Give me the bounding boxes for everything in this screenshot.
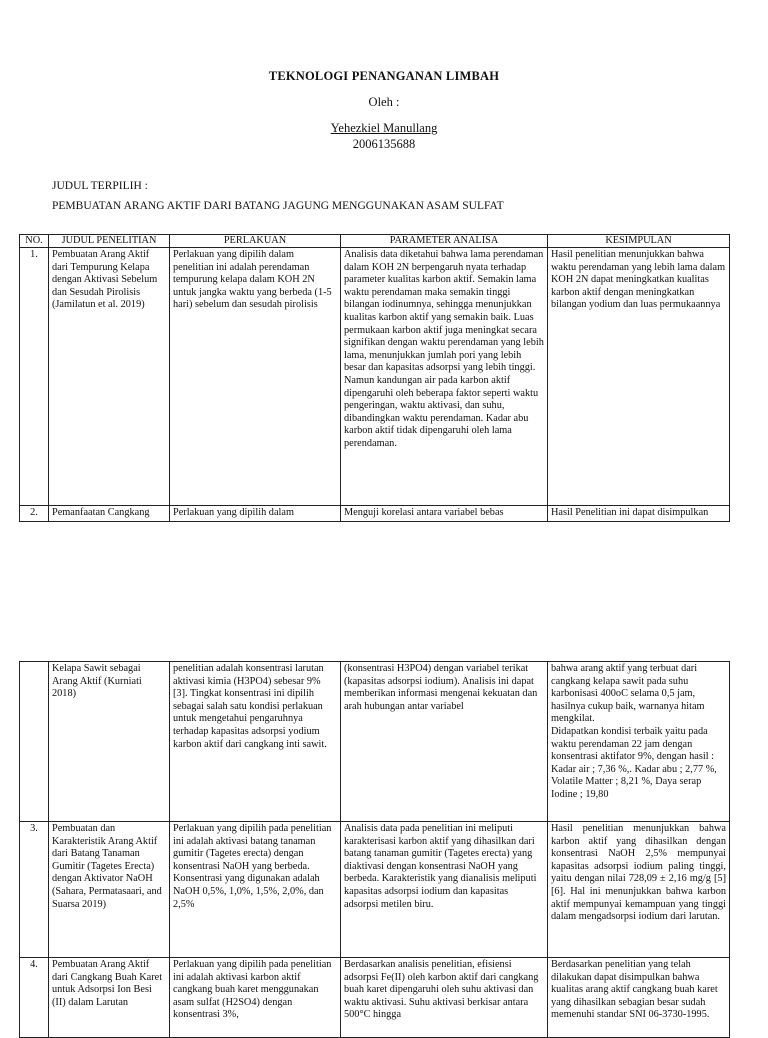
col-header-perlakuan: PERLAKUAN [170, 235, 341, 248]
cell-judul: Pemanfaatan Cangkang [49, 506, 170, 522]
by-label: Oleh : [368, 95, 400, 109]
table-row [20, 822, 730, 958]
author-name: Yehezkiel Manullang [330, 121, 438, 135]
document-title: TEKNOLOGI PENANGANAN LIMBAH [268, 69, 500, 83]
selected-title-value: PEMBUATAN ARANG AKTIF DARI BATANG JAGUNG MENGGUNAKAN ASAM SULFAT [52, 200, 504, 212]
col-header-judul: JUDUL PENELITIAN [49, 235, 170, 248]
cell-perlakuan: Perlakuan yang dipilih dalam penelitian ini adalah perendaman tempurung kelapa dalam KOH 2N untuk jangka waktu yang berbeda (1-5 hari) sebelum dan sesudah pirolisis [170, 248, 341, 506]
cell-perlakuan: Perlakuan yang dipilih dalam [170, 506, 341, 522]
cell-perlakuan: Perlakuan yang dipilih pada penelitian ini adalah aktivasi karbon aktif cangkang buah karet menggunakan asam sulfat (H2SO4) dengan konsentrasi 3%, [170, 958, 341, 1038]
row-number: 1. [20, 248, 49, 506]
cell-parameter: Berdasarkan analisis penelitian, efisiensi adsorpsi Fe(II) oleh karbon aktif dari cangkang buah karet dipengaruhi oleh suhu aktivasi dan waktu aktivasi. Suhu aktivasi berkisar antara 500°C hingga [341, 958, 548, 1038]
research-table-page1 [19, 234, 730, 522]
row-number [20, 662, 49, 822]
cell-kesimpulan: Hasil Penelitian ini dapat disimpulkan [548, 506, 730, 522]
cell-kesimpulan: Berdasarkan penelitian yang telah dilakukan dapat disimpulkan bahwa kualitas arang aktif cangkang buah karet yang dihasilkan sebagian besar sudah memenuhi standar SNI 06-3730-1995. [548, 958, 730, 1038]
cell-kesimpulan: bahwa arang aktif yang terbuat dari cangkang kelapa sawit pada suhu karbonisasi 400oC selama 0,5 jam, hasilnya cukup baik, warnanya hitam mengkilat. Didapatkan kondisi terbaik yaitu pada waktu perendaman 22 jam dengan konsentrasi aktifator 9%, dengan hasil : Kadar air ; 7,36 %,. Kadar abu ; 2,77 %, Volatile Matter ; 8,21 %, Daya serap Iodine ; 19,80 [548, 662, 730, 822]
cell-parameter: (konsentrasi H3PO4) dengan variabel terikat (kapasitas adsorpsi iodium). Analisis ini dapat memberikan informasi mengenai kekuatan dan arah hubungan antar variabel [341, 662, 548, 822]
cell-parameter: Analisis data diketahui bahwa lama perendaman dalam KOH 2N berpengaruh nyata terhadap parameter kualitas karbon aktif. Semakin lama waktu perendaman maka semakin tinggi bilangan iodinumnya, sehingga menunjukkan kualitas karbon aktif yang semakin baik. Luas permukaan karbon aktif juga meningkat secara signifikan dengan waktu perendaman yang lebih lama, menunjukkan jumlah pori yang lebih besar dan kapasitas adsorpsi yang lebih tinggi. Namun kandungan air pada karbon aktif dipengaruhi oleh beberapa faktor seperti waktu pengeringan, waktu aktivasi, dan suhu, dibandingkan waktu perendaman. Kadar abu karbon aktif tidak dipengaruhi oleh lama perendaman. [341, 248, 548, 506]
col-header-kesimpulan: KESIMPULAN [548, 235, 730, 248]
cell-judul: Pembuatan Arang Aktif dari Cangkang Buah Karet untuk Adsorpsi Ion Besi (II) dalam Larutan [49, 958, 170, 1038]
table-row [20, 506, 730, 522]
cell-kesimpulan: Hasil penelitian menunjukkan bahwa waktu perendaman yang lebih lama dalam KOH 2N dapat meningkatkan kualitas karbon aktif dengan meningkatkan bilangan yodium dan luas permukaannya [548, 248, 730, 506]
col-header-no: NO. [20, 235, 49, 248]
table-header-row [20, 235, 730, 248]
cell-judul: Pembuatan Arang Aktif dari Tempurung Kelapa dengan Aktivasi Sebelum dan Sesudah Pirolisis (Jamilatun et al. 2019) [49, 248, 170, 506]
cell-judul: Kelapa Sawit sebagai Arang Aktif (Kurniati 2018) [49, 662, 170, 822]
cell-kesimpulan: Hasil penelitian menunjukkan bahwa karbon aktif yang dihasilkan dengan konsentrasi NaOH 2,5% mempunyai kapasitas adsorpsi iodium paling tinggi, yaitu dengan nilai 728,09 ± 2,16 mg/g [5] [6]. Hal ini menunjukkan bahwa karbon aktif mempunyai kemampuan yang tinggi dalam mengadsorpsi iodium dari larutan. [548, 822, 730, 958]
col-header-parameter: PARAMETER ANALISA [341, 235, 548, 248]
cell-judul: Pembuatan dan Karakteristik Arang Aktif dari Batang Tanaman Gumitir (Tagetes Erecta) dengan Aktivator NaOH (Sahara, Permatasaari, and Suarsa 2019) [49, 822, 170, 958]
row-number: 2. [20, 506, 49, 522]
table-row [20, 958, 730, 1038]
selected-title-label: JUDUL TERPILIH : [52, 180, 148, 192]
cell-perlakuan: penelitian adalah konsentrasi larutan aktivasi kimia (H3PO4) sebesar 9% [3]. Tingkat konsentrasi ini dipilih sebagai salah satu kondisi perlakuan untuk mengetahui pengaruhnya terhadap kapasitas adsorpsi yodium karbon aktif dari cangkang inti sawit. [170, 662, 341, 822]
cell-parameter: Menguji korelasi antara variabel bebas [341, 506, 548, 522]
cell-perlakuan: Perlakuan yang dipilih pada penelitian ini adalah aktivasi batang tanaman gumitir (Tagetes erecta) dengan konsentrasi NaOH yang berbeda. Konsentrasi yang digunakan adalah NaOH 0,5%, 1,0%, 1,5%, 2,0%, dan 2,5% [170, 822, 341, 958]
table-row [20, 662, 730, 822]
student-id: 2006135688 [352, 137, 416, 151]
research-table-page2 [19, 661, 730, 1038]
row-number: 4. [20, 958, 49, 1038]
row-number: 3. [20, 822, 49, 958]
cell-parameter: Analisis data pada penelitian ini meliputi karakterisasi karbon aktif yang dihasilkan dari batang tanaman gumitir (Tagetes erecta) yang diaktivasi dengan konsentrasi NaOH yang berbeda. Karakteristik yang dianalisis meliputi kapasitas adsorpsi iodium dan kapasitas adsorpsi metilen biru. [341, 822, 548, 958]
table-row [20, 248, 730, 506]
